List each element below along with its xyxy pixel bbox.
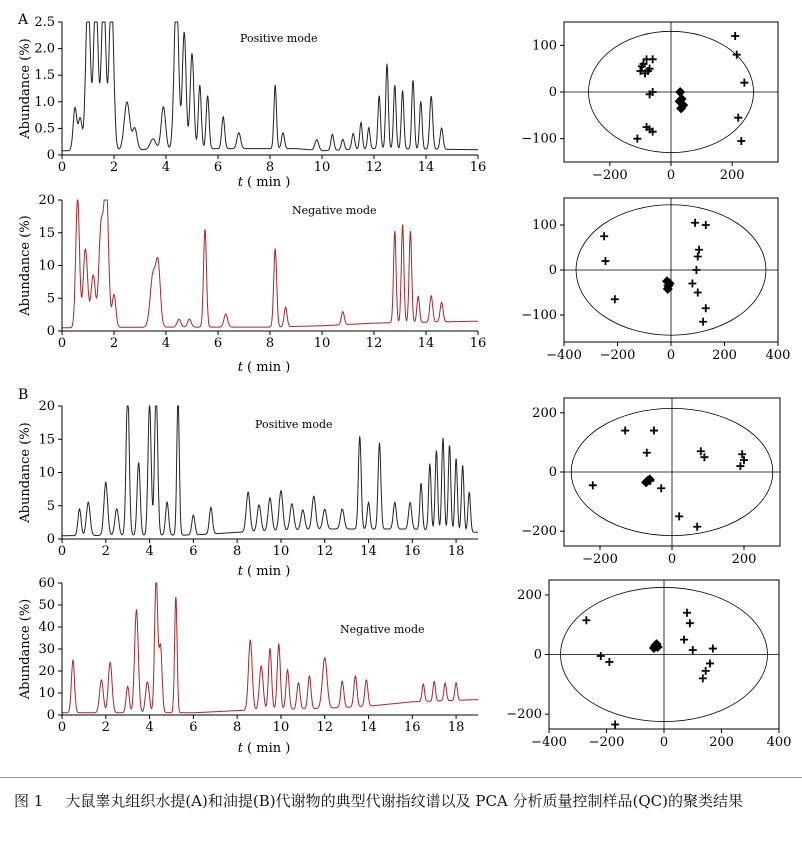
sample-point — [589, 481, 597, 489]
y-tick-label: 2.5 — [34, 15, 55, 30]
sample-point — [688, 280, 696, 288]
sample-point — [702, 304, 710, 312]
sample-point — [699, 318, 707, 326]
sample-point — [633, 135, 641, 143]
sample-point — [600, 232, 608, 240]
y-tick-label: 20 — [38, 193, 55, 208]
sample-point — [702, 221, 710, 229]
x-tick-label: 200 — [709, 735, 734, 750]
chart-A-neg — [18, 193, 486, 375]
y-tick-label: 0 — [533, 647, 542, 663]
sample-point — [675, 512, 683, 520]
sample-point — [689, 646, 697, 654]
x-tick-label: 16 — [469, 160, 487, 175]
panel-label: A — [18, 12, 29, 28]
mode-title: Negative mode — [292, 204, 377, 217]
x-tick-label: 14 — [417, 336, 435, 351]
x-tick-label: −400 — [531, 735, 567, 750]
y-tick-label: −200 — [506, 707, 542, 723]
sample-point — [731, 32, 739, 40]
x-tick-label: 8 — [265, 336, 275, 351]
sample-point — [611, 721, 619, 729]
y-tick-label: 10 — [38, 465, 55, 481]
sample-point — [601, 257, 609, 265]
qc-point — [675, 87, 685, 97]
x-tick-label: 10 — [272, 544, 290, 559]
sample-point — [643, 449, 651, 457]
sample-point — [657, 484, 665, 492]
y-tick-label: 30 — [38, 642, 55, 657]
y-tick-label: 5 — [46, 291, 55, 307]
sample-point — [694, 253, 702, 261]
y-tick-label: 15 — [38, 225, 55, 241]
sample-point — [737, 137, 745, 145]
y-tick-label: 0 — [46, 532, 55, 547]
y-tick-label: 0.5 — [34, 121, 55, 137]
chart-B-pos — [18, 387, 478, 579]
sample-point — [693, 523, 701, 531]
x-axis-label: t ( min ) — [237, 564, 291, 579]
y-tick-label: 0 — [548, 465, 557, 480]
sample-point — [621, 427, 629, 435]
x-tick-label: 8 — [233, 720, 242, 735]
y-tick-label: −100 — [521, 131, 557, 147]
x-tick-label: −200 — [591, 168, 628, 183]
sample-point — [706, 659, 714, 667]
y-tick-label: 10 — [38, 258, 55, 274]
y-tick-label: 15 — [38, 432, 55, 448]
x-axis-label: t ( min ) — [237, 175, 291, 190]
sample-point — [611, 295, 619, 303]
x-tick-label: −200 — [599, 348, 636, 363]
y-tick-label: 20 — [38, 399, 55, 414]
x-tick-label: −200 — [588, 735, 625, 750]
sample-point — [733, 51, 741, 59]
signal-trace — [62, 583, 478, 713]
caption-text: 大鼠睾丸组织水提(A)和油提(B)代谢物的典型代谢指纹谱以及 PCA 分析质量控制样品(QC)的聚类结果 — [65, 792, 743, 810]
y-tick-label: −200 — [521, 524, 557, 540]
x-tick-label: 0 — [659, 735, 669, 750]
sample-point — [605, 658, 613, 666]
y-axis-label: Abundance (%) — [18, 215, 33, 316]
x-tick-label: 200 — [712, 348, 737, 363]
y-tick-label: 0 — [46, 148, 55, 163]
y-tick-label: 40 — [38, 620, 55, 635]
figure-caption — [14, 790, 794, 813]
x-tick-label: 4 — [161, 336, 171, 351]
sample-point — [683, 609, 691, 617]
x-tick-label: 200 — [731, 552, 757, 567]
x-tick-label: 8 — [233, 544, 242, 559]
signal-trace — [62, 200, 478, 328]
x-tick-label: 4 — [145, 544, 154, 559]
x-tick-label: 0 — [667, 552, 677, 567]
y-tick-label: 2.0 — [34, 41, 55, 57]
panel-label: B — [18, 387, 29, 403]
y-axis-label: Abundance (%) — [18, 38, 33, 139]
x-axis-label: t ( min ) — [237, 741, 291, 756]
y-tick-label: 0 — [46, 708, 55, 723]
chart-B-pos-pca — [521, 398, 780, 567]
x-tick-label: 2 — [101, 544, 110, 559]
x-tick-label: 4 — [161, 160, 171, 175]
x-tick-label: 14 — [360, 544, 377, 559]
x-tick-label: 400 — [765, 348, 791, 363]
x-tick-label: 4 — [145, 720, 154, 735]
x-tick-label: 0 — [57, 160, 67, 175]
x-tick-label: 12 — [316, 720, 334, 735]
y-tick-label: 5 — [46, 498, 55, 514]
x-tick-label: −200 — [582, 552, 618, 567]
x-tick-label: 2 — [109, 336, 119, 351]
x-tick-label: 18 — [447, 720, 465, 735]
x-tick-label: 18 — [447, 544, 465, 559]
x-tick-label: 6 — [189, 544, 198, 559]
x-tick-label: 10 — [272, 720, 290, 735]
x-tick-label: 6 — [213, 160, 223, 175]
sample-point — [738, 450, 746, 458]
y-tick-label: 100 — [532, 218, 557, 233]
x-tick-label: 16 — [404, 720, 421, 735]
sample-point — [709, 645, 717, 653]
x-tick-label: 2 — [101, 720, 110, 735]
y-tick-label: 0 — [548, 263, 557, 278]
sample-point — [680, 636, 688, 644]
sample-point — [695, 246, 703, 254]
chart-A-pos-pca — [521, 22, 778, 183]
chart-B-neg — [18, 576, 478, 756]
x-tick-label: 6 — [213, 336, 223, 351]
sample-point — [740, 79, 748, 87]
y-tick-label: 200 — [517, 587, 542, 603]
x-tick-label: 12 — [365, 160, 383, 175]
x-tick-label: 0 — [666, 348, 676, 363]
sample-point — [650, 427, 658, 435]
mode-title: Positive mode — [240, 32, 318, 45]
sample-point — [692, 266, 700, 274]
sample-point — [734, 114, 742, 122]
mode-title: Positive mode — [255, 418, 333, 431]
x-tick-label: 0 — [57, 544, 67, 559]
sample-point — [686, 619, 694, 627]
sample-point — [649, 55, 657, 63]
x-tick-label: −400 — [546, 348, 582, 363]
x-tick-label: 10 — [313, 160, 331, 175]
y-axis-label: Abundance (%) — [18, 598, 33, 700]
x-tick-label: 400 — [766, 735, 792, 750]
x-tick-label: 8 — [265, 160, 275, 175]
chart-B-neg-pca — [506, 580, 791, 750]
sample-point — [691, 219, 699, 227]
x-tick-label: 0 — [57, 720, 67, 735]
mode-title: Negative mode — [340, 623, 425, 636]
x-tick-label: 12 — [316, 544, 334, 559]
y-tick-label: 1.0 — [34, 94, 55, 110]
chart-A-neg-pca — [521, 198, 790, 363]
y-tick-label: 1.5 — [34, 68, 55, 84]
x-tick-label: 6 — [189, 720, 198, 735]
y-tick-label: 10 — [38, 686, 55, 701]
chart-A-pos — [17, 12, 486, 190]
y-tick-label: 200 — [532, 405, 557, 421]
y-tick-label: 50 — [38, 598, 55, 613]
sample-point — [702, 667, 710, 675]
sample-point — [597, 652, 605, 660]
y-tick-label: 0 — [548, 85, 557, 100]
y-axis-label: Abundance (%) — [18, 422, 33, 523]
x-tick-label: 200 — [719, 168, 745, 183]
x-tick-label: 12 — [365, 336, 383, 351]
y-tick-label: 100 — [532, 38, 557, 54]
y-tick-label: 0 — [46, 324, 55, 339]
y-tick-label: −100 — [521, 308, 557, 323]
x-axis-label: t ( min ) — [237, 360, 291, 375]
x-tick-label: 14 — [417, 160, 435, 175]
x-tick-label: 0 — [666, 168, 676, 183]
y-tick-label: 20 — [38, 664, 55, 679]
caption-rule — [0, 777, 802, 778]
x-tick-label: 16 — [469, 336, 487, 351]
x-tick-label: 10 — [313, 336, 331, 351]
caption-label: 图 1 — [14, 792, 44, 810]
x-tick-label: 2 — [109, 160, 119, 175]
x-tick-label: 0 — [57, 336, 67, 351]
x-tick-label: 16 — [404, 544, 421, 559]
y-tick-label: 60 — [38, 576, 55, 591]
sample-point — [699, 674, 707, 682]
x-tick-label: 14 — [360, 720, 377, 735]
sample-point — [582, 616, 590, 624]
sample-point — [694, 289, 702, 297]
